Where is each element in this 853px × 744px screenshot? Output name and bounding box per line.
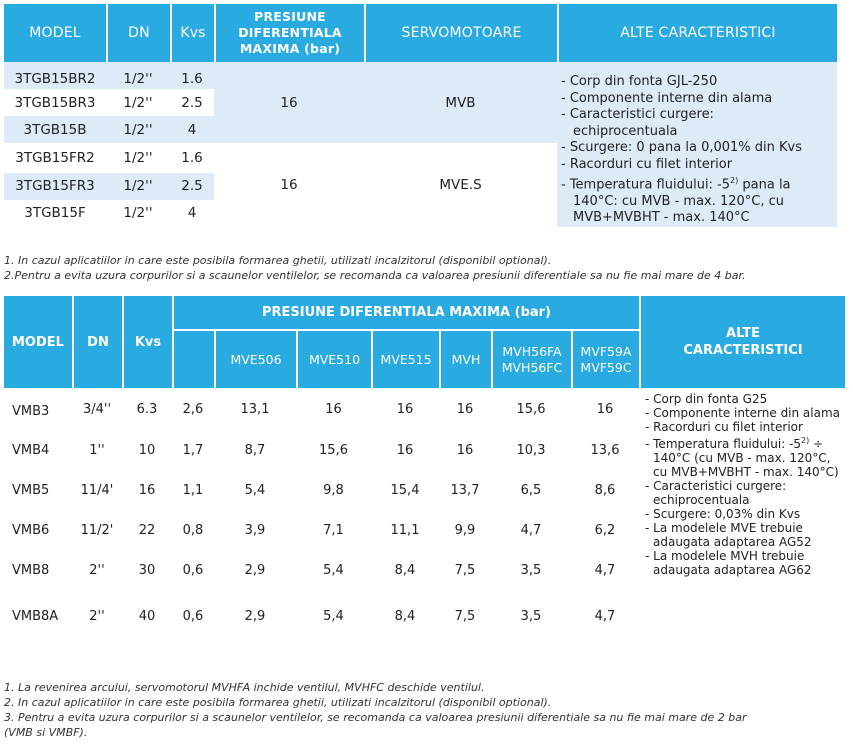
col-header-actuator: MVE506: [214, 331, 296, 388]
model-cell: 3TGB15F: [24, 205, 86, 222]
value-cell: 7,1: [323, 522, 344, 538]
servo-cell: MVE.S: [439, 176, 482, 193]
feature-item: echiprocentuala: [573, 123, 678, 139]
dn-cell: 1/2'': [123, 205, 153, 222]
value-cell: 8,6: [594, 482, 616, 498]
col-header-dn: DN: [106, 4, 170, 62]
value-cell: 3,9: [244, 522, 266, 538]
feature-text: pana la: [742, 177, 791, 193]
feature-item: - Corp din fonta GJL-250: [561, 74, 718, 89]
feature-item: - Scurgere: 0,03% din Kvs: [645, 507, 801, 521]
feature-item: - Caracteristici curgere:: [561, 107, 714, 122]
col-header-pressure: PRESIUNE DIFERENTIALA MAXIMA (bar): [214, 4, 364, 62]
footnote: 2.Pentru a evita uzura corpurilor si a scaunelor ventilelor, se recomanda ca valoarea presiunii diferentiale sa nu fie mai mare de 4 bar.: [4, 269, 746, 282]
table-row: [4, 388, 845, 430]
value-cell: 0,6: [182, 608, 204, 624]
dn-cell: 1/2'': [123, 94, 153, 111]
feature-item: - Corp din fonta G25: [645, 392, 768, 406]
kvs-cell: 4: [187, 205, 197, 222]
feature-item: - Scurgere: 0 pana la 0,001% din Kvs: [561, 140, 802, 155]
kvs-cell: 30: [138, 562, 156, 578]
col-header-model: MODEL: [4, 296, 72, 388]
model-cell: 3TGB15BR2: [4, 62, 106, 89]
value-cell: 8,4: [394, 562, 416, 578]
col-header-actuator: MVH: [439, 331, 491, 388]
col-header-dn: DN: [72, 296, 122, 388]
col-header-kvs: Kvs: [122, 296, 172, 388]
value-cell: 13,1: [240, 401, 270, 417]
feature-item: - Caracteristici curgere: echiprocentuala: [645, 479, 787, 507]
col-header-features: ALTE CARACTERISTICI: [557, 4, 837, 62]
col-header-features: [639, 296, 845, 388]
header-text: ALTE CARACTERISTICI: [683, 326, 803, 358]
value-cell: 4,7: [594, 608, 616, 624]
col-header-actuator: MVH56FA MVH56FC: [491, 331, 571, 388]
value-cell: 9,8: [323, 482, 344, 498]
features-cell: [557, 62, 837, 227]
feature-item: MVB+MVBHT - max. 140°C: [573, 210, 750, 226]
value-cell: 1,1: [182, 482, 204, 498]
model-cell: 3TGB15BR3: [14, 94, 96, 111]
value-cell: 4,7: [520, 522, 542, 538]
footnotes-table2: [4, 680, 849, 740]
col-header-actuator: MVF59A MVF59C: [571, 331, 639, 388]
col-header-pressure-group: PRESIUNE DIFERENTIALA MAXIMA (bar): [172, 296, 639, 331]
value-cell: 16: [396, 442, 414, 458]
value-cell: 11,1: [390, 522, 420, 538]
value-cell: 15,6: [319, 442, 348, 458]
model-cell: VMB8A: [12, 608, 59, 624]
value-cell: 13,7: [450, 482, 480, 498]
kvs-cell: 40: [138, 608, 156, 624]
model-cell: 3TGB15FR3: [4, 173, 106, 200]
feature-item: - La modelele MVE trebuie adaugata adaptarea AG52: [645, 521, 812, 549]
valve-table-3tgb: [4, 4, 837, 227]
footnote: 2. In cazul aplicatiilor in care este posibila formarea ghetii, utilizati incalzitorul (disponibil optional).: [4, 696, 552, 709]
value-cell: 3,5: [520, 562, 542, 578]
footnote: 1. La revenirea arcului, servomotorul MVHFA inchide ventilul, MVHFC deschide ventilul.: [4, 681, 485, 694]
value-cell: 10,3: [516, 442, 546, 458]
value-cell: 16: [325, 401, 342, 417]
feature-item: - La modelele MVH trebuie adaugata adaptarea AG62: [645, 549, 812, 577]
pressure-cell: 16: [214, 62, 364, 143]
value-cell: 5,4: [323, 562, 344, 578]
model-cell: VMB5: [12, 482, 50, 498]
model-cell: VMB4: [12, 442, 50, 458]
dn-cell: 3/4'': [82, 401, 112, 417]
features-cell: [639, 388, 845, 642]
kvs-cell: 16: [138, 482, 156, 498]
feature-item: 140°C: cu MVB - max. 120°C, cu: [573, 193, 785, 209]
pressure-cell: 16: [280, 176, 298, 193]
footnote-mark: 2): [801, 436, 810, 445]
value-cell: 9,9: [454, 522, 476, 538]
kvs-cell: 6.3: [136, 401, 158, 417]
value-cell: 4,7: [594, 562, 616, 578]
dn-cell: 1/2'': [123, 149, 153, 166]
value-cell: 16: [396, 401, 414, 417]
value-cell: 5,4: [244, 482, 266, 498]
table-header-row: [4, 4, 837, 62]
kvs-cell: 22: [138, 522, 156, 538]
dn-cell: 11/2': [80, 522, 114, 538]
col-header-actuator: [172, 331, 214, 388]
col-header-model: MODEL: [4, 4, 106, 62]
kvs-cell: 1.6: [181, 149, 203, 166]
dn-cell: 11/4': [80, 482, 114, 498]
col-header-kvs: Kvs: [170, 4, 214, 62]
dn-cell: 1/2'': [106, 62, 170, 89]
value-cell: 8,7: [244, 442, 266, 458]
servo-cell: MVB: [364, 62, 557, 143]
kvs-cell: 4: [170, 116, 214, 143]
dn-cell: 2'': [89, 562, 105, 578]
value-cell: 2,9: [244, 608, 266, 624]
model-cell: VMB3: [12, 403, 50, 419]
footnote: (VMB si VMBF).: [4, 726, 88, 739]
table-header-row: [4, 296, 845, 331]
col-header-actuator: MVE510: [296, 331, 371, 388]
feature-text: - Temperatura fluidului: -5: [561, 177, 731, 193]
footnote-mark: 2): [730, 176, 739, 185]
feature-text: ÷ 140°C (cu MVB - max. 120°C, cu MVB+MVBHT - max. 140°C): [653, 437, 839, 479]
model-cell: 3TGB15B: [4, 116, 106, 143]
value-cell: 15,6: [516, 401, 546, 417]
kvs-cell: 2.5: [170, 173, 214, 200]
value-cell: 0,8: [182, 522, 204, 538]
kvs-cell: 10: [138, 442, 156, 458]
value-cell: 13,6: [590, 442, 620, 458]
kvs-cell: 1.6: [170, 62, 214, 89]
value-cell: 2,6: [182, 401, 204, 417]
feature-text: - Temperatura fluidului: -5: [645, 437, 802, 451]
dn-cell: 1/2'': [106, 116, 170, 143]
value-cell: 2,9: [244, 562, 266, 578]
value-cell: 6,5: [520, 482, 542, 498]
footnote: 1. In cazul aplicatiilor in care este posibila formarea ghetii, utilizati incalzitorul (disponibil optional).: [4, 254, 552, 267]
kvs-cell: 2.5: [181, 94, 203, 111]
col-header-servo: SERVOMOTOARE: [364, 4, 557, 62]
valve-table-vmb: [4, 296, 845, 642]
feature-item: [561, 173, 833, 194]
value-cell: 5,4: [323, 608, 344, 624]
model-cell: VMB6: [12, 522, 50, 538]
table-row: [4, 62, 837, 89]
feature-item: - Racorduri cu filet interior: [645, 420, 803, 434]
dn-cell: 1'': [89, 442, 105, 458]
feature-item: - Componente interne din alama: [645, 406, 841, 420]
value-cell: 1,7: [182, 442, 204, 458]
dn-cell: 2'': [89, 608, 105, 624]
value-cell: 7,5: [454, 562, 476, 578]
model-cell: 3TGB15FR2: [15, 149, 95, 166]
footnote: 3. Pentru a evita uzura corpurilor si a scaunelor ventilelor, se recomanda ca valoarea presiunii diferentiale sa nu fie mai mare de 2 bar: [4, 711, 747, 724]
value-cell: 6,2: [594, 522, 616, 538]
col-header-actuator: MVE515: [371, 331, 439, 388]
footnotes-table1: [4, 253, 849, 283]
value-cell: 3,5: [520, 608, 542, 624]
value-cell: 0,6: [182, 562, 204, 578]
feature-item: [645, 434, 843, 479]
feature-item: - Racorduri cu filet interior: [561, 156, 733, 172]
model-cell: VMB8: [12, 562, 50, 578]
value-cell: 8,4: [394, 608, 416, 624]
value-cell: 15,4: [390, 482, 420, 498]
dn-cell: 1/2'': [106, 173, 170, 200]
value-cell: 16: [456, 442, 474, 458]
value-cell: 16: [596, 401, 614, 417]
value-cell: 7,5: [454, 608, 476, 624]
value-cell: 16: [456, 401, 474, 417]
feature-item: - Componente interne din alama: [561, 90, 773, 106]
